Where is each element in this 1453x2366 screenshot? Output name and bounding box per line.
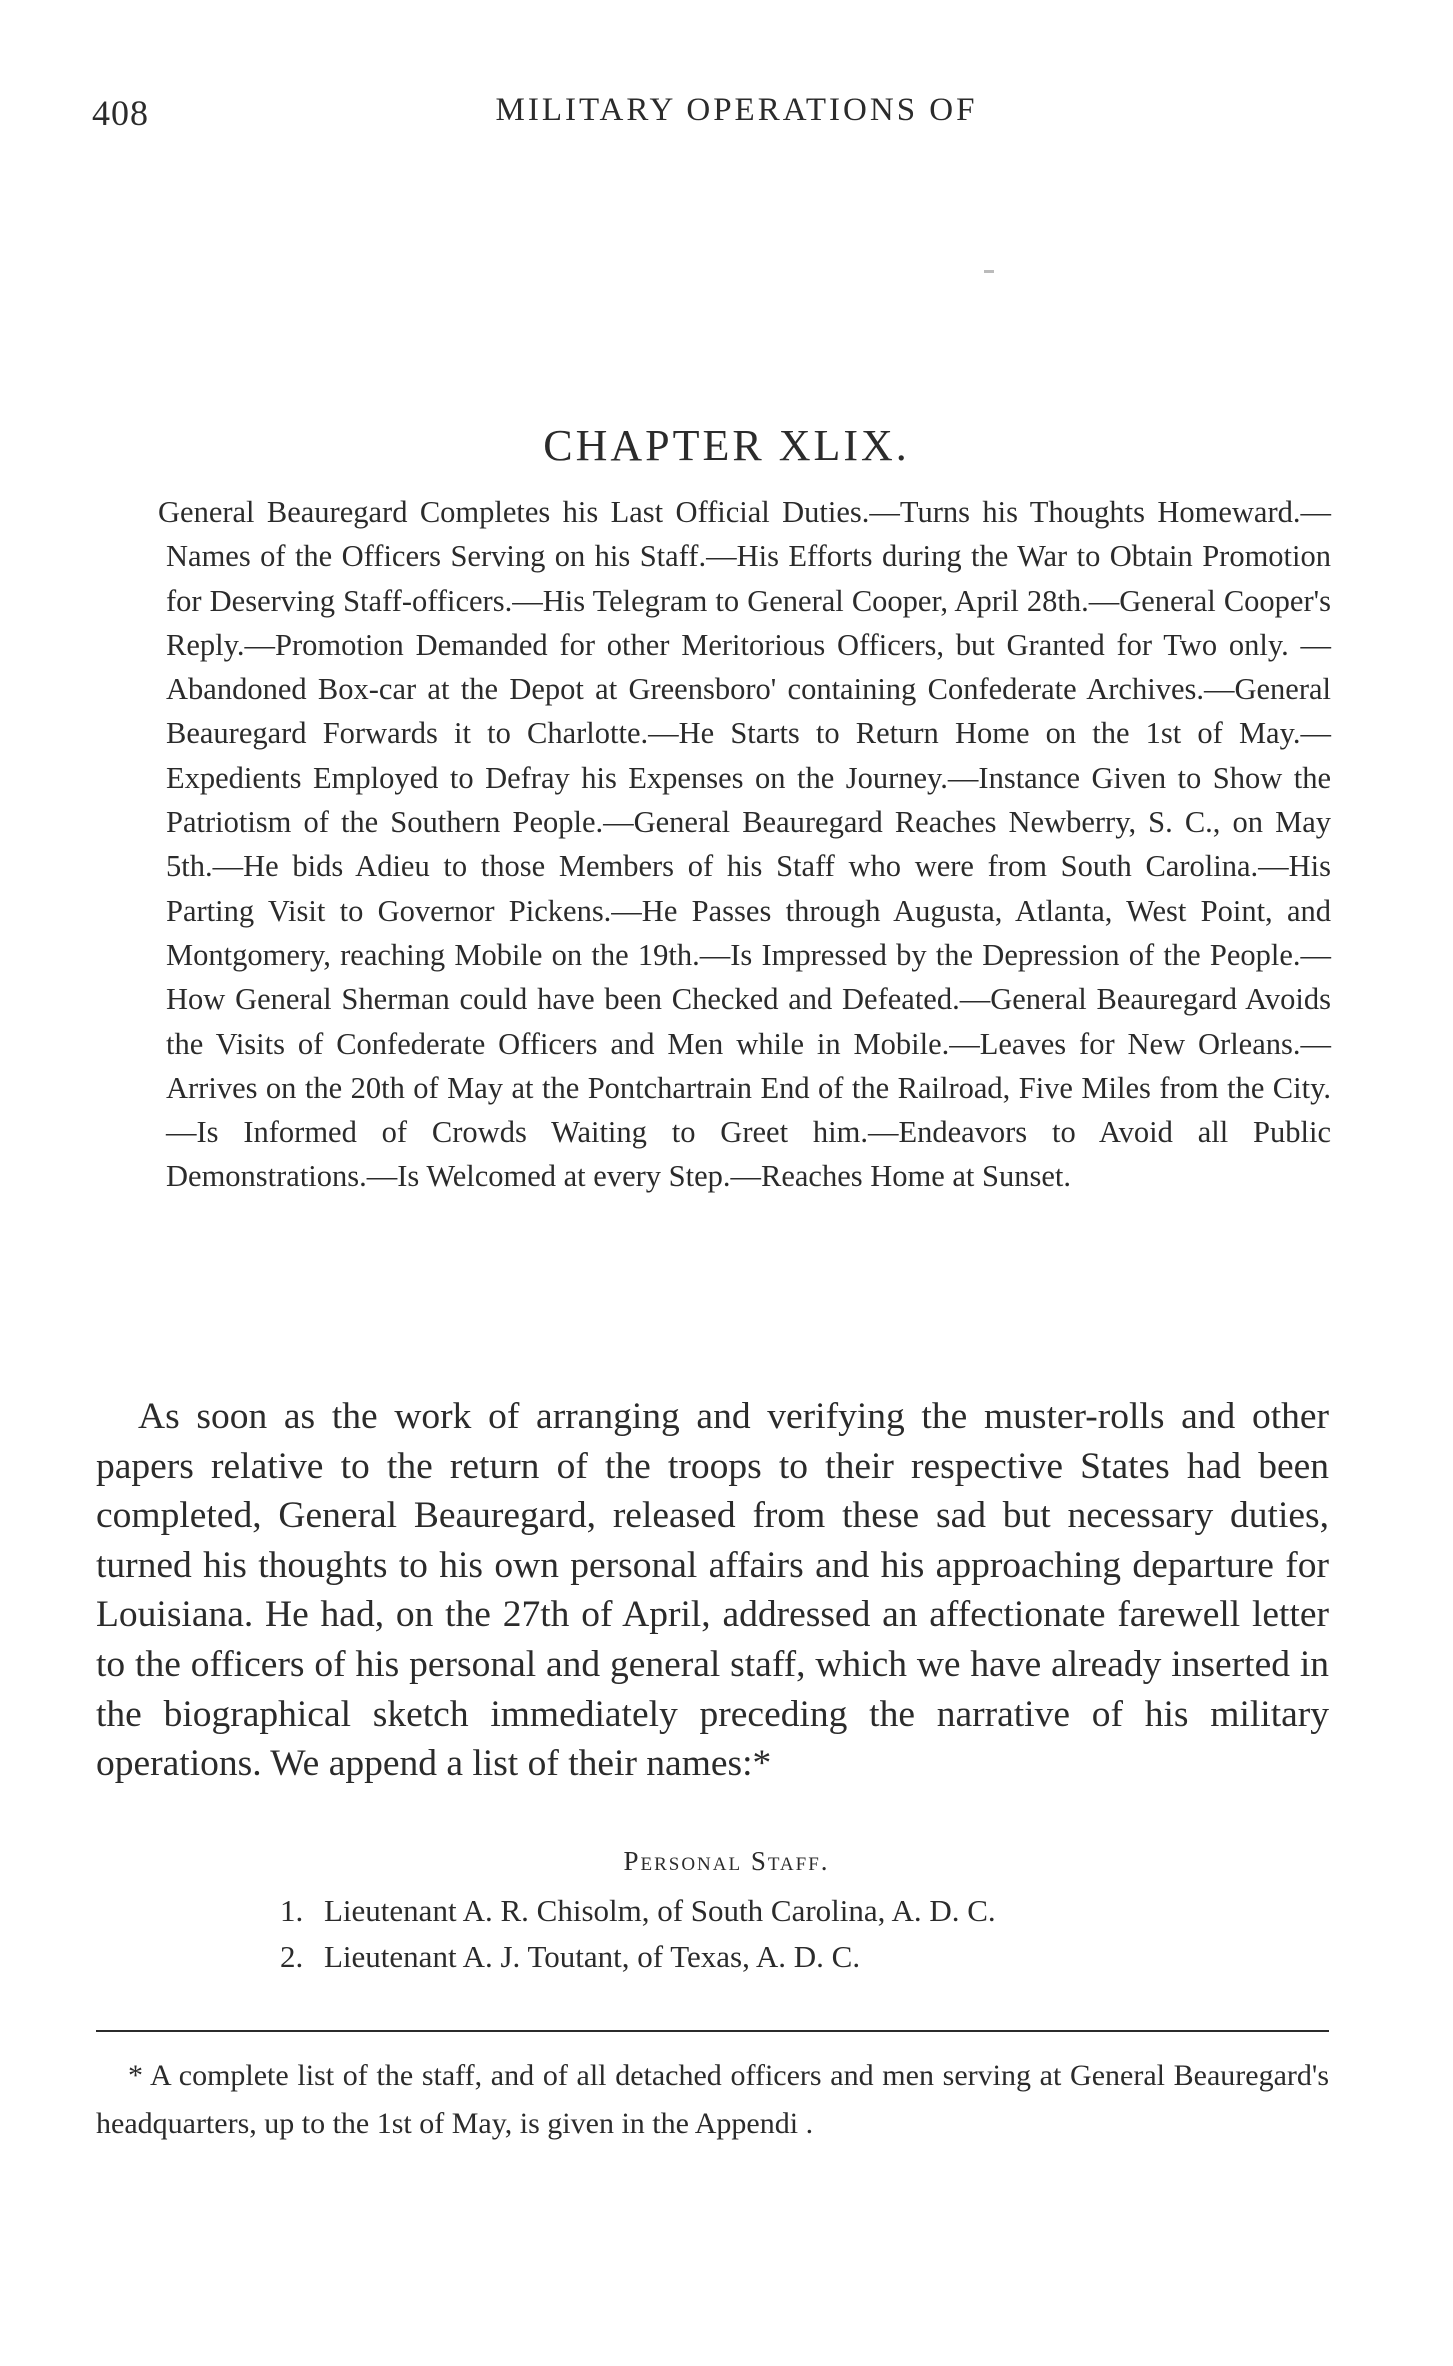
staff-heading: Personal Staff.	[623, 1846, 830, 1876]
list-item	[280, 1888, 996, 1934]
list-item	[280, 1934, 996, 1980]
page-number: 408	[92, 93, 149, 133]
footnote: * A complete list of the staff, and of all detached officers and men serving at General Beauregard's headquarters, up to the 1st of May, is given in the Appendi .	[96, 2059, 1329, 2140]
list-item-text: Lieutenant A. J. Toutant, of Texas, A. D. C.	[324, 1939, 861, 1974]
list-item-number: 1.	[280, 1893, 304, 1928]
footnote-divider	[96, 2030, 1329, 2032]
list-item-text: Lieutenant A. R. Chisolm, of South Carolina, A. D. C.	[324, 1893, 996, 1928]
body-paragraph: As soon as the work of arranging and verifying the muster-rolls and other papers relative to the return of the troops to their respective States had been completed, General Beauregard, released from these sad but necessary duties, turned his thoughts to his own personal affairs and his approaching departure for Louisiana. He had, on the 27th of April, addressed an affectionate farewell letter to the officers of his personal and general staff, which we have already inserted in the biographical sketch immediately preceding the narrative of his military operations. We append a list of their names:*	[96, 1396, 1329, 1785]
list-item-number: 2.	[280, 1939, 304, 1974]
running-head: MILITARY OPERATIONS OF	[495, 92, 978, 128]
print-speck	[984, 270, 994, 273]
staff-list	[280, 1888, 996, 1980]
chapter-title: CHAPTER XLIX.	[543, 421, 910, 470]
chapter-synopsis: General Beauregard Completes his Last Official Duties.—Turns his Thoughts Homeward.—Names of the Officers Serving on his Staff.—His Efforts during the War to Obtain Promotion for Deserving Staff-officers.—His Telegram to General Cooper, April 28th.—General Cooper's Reply.—Promotion Demanded for other Meritorious Officers, but Granted for Two only. —Abandoned Box-car at the Depot at Greensboro' containing Confederate Archives.—General Beauregard Forwards it to Charlotte.—He Starts to Return Home on the 1st of May.—Expedients Employed to Defray his Expenses on the Journey.—Instance Given to Show the Patriotism of the Southern People.—General Beauregard Reaches Newberry, S. C., on May 5th.—He bids Adieu to those Members of his Staff who were from South Carolina.—His Parting Visit to Governor Pickens.—He Passes through Augusta, Atlanta, West Point, and Montgomery, reaching Mobile on the 19th.—Is Impressed by the Depression of the People.—How General Sherman could have been Checked and Defeated.—General Beauregard Avoids the Visits of Confederate Officers and Men while in Mobile.—Leaves for New Orleans.—Arrives on the 20th of May at the Pontchartrain End of the Railroad, Five Miles from the City.—Is Informed of Crowds Waiting to Greet him.—Endeavors to Avoid all Public Demonstrations.—Is Welcomed at every Step.—Reaches Home at Sunset.	[158, 495, 1331, 1194]
